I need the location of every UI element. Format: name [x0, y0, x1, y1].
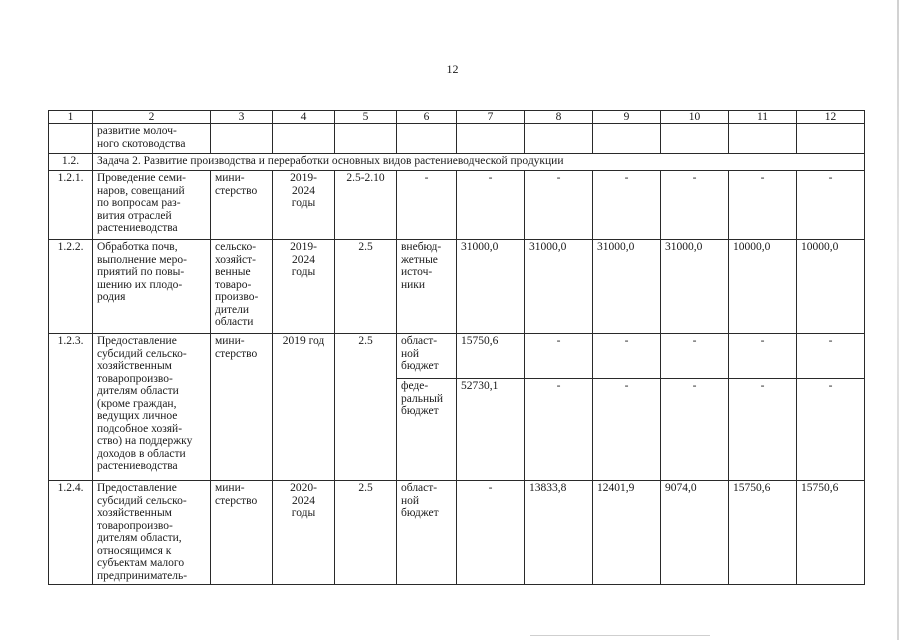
amount: 12401,9 — [593, 481, 661, 585]
row-number: 1.2.4. — [49, 481, 93, 585]
row-number: 1.2.3. — [49, 334, 93, 481]
amount: 15750,6 — [797, 481, 865, 585]
amount: - — [525, 379, 593, 481]
measure-name: развитие молоч- ного скотоводства — [93, 124, 211, 154]
table-row-1-2-1 — [49, 171, 865, 240]
measure-name: Предоставление субсидий сельско- хозяйственным товаропроизво- дителям области (кроме граждан, ведущих личное подсобное хозяй- ство) на поддержку доходов в области растениеводства — [93, 334, 211, 481]
funding-source: - — [397, 171, 457, 240]
amount: - — [525, 334, 593, 379]
period: 2019- 2024 годы — [273, 240, 335, 334]
amount: - — [593, 334, 661, 379]
amount: 15750,6 — [729, 481, 797, 585]
column-number: 5 — [335, 111, 397, 124]
row-number: 1.2.1. — [49, 171, 93, 240]
amount: - — [661, 171, 729, 240]
measure-name: Предоставление субсидий сельско- хозяйственным товаропроизво- дителям области, относящимся к субъектам малого предприниматель- — [93, 481, 211, 585]
amount: 10000,0 — [797, 240, 865, 334]
column-number: 4 — [273, 111, 335, 124]
amount: - — [593, 379, 661, 481]
column-number: 3 — [211, 111, 273, 124]
amount: - — [797, 171, 865, 240]
row-number: 1.2.2. — [49, 240, 93, 334]
task-title: Задача 2. Развитие производства и переработки основных видов растениеводческой продукции — [93, 154, 865, 171]
amount: 31000,0 — [661, 240, 729, 334]
amount: - — [729, 334, 797, 379]
column-number: 2 — [93, 111, 211, 124]
measure-name: Проведение семи- наров, совещаний по вопросам раз- вития отраслей растениеводства — [93, 171, 211, 240]
column-number: 7 — [457, 111, 525, 124]
executor: сельско- хозяйст- венные товаро- произво- дители области — [211, 240, 273, 334]
page-number: 12 — [446, 62, 459, 76]
amount: 31000,0 — [593, 240, 661, 334]
table-row-task — [49, 154, 865, 171]
column-number: 9 — [593, 111, 661, 124]
row-number: 1.2. — [49, 154, 93, 171]
amount: 31000,0 — [525, 240, 593, 334]
amount: - — [729, 379, 797, 481]
amount: - — [525, 171, 593, 240]
executor: мини- стерство — [211, 171, 273, 240]
executor: мини- стерство — [211, 334, 273, 481]
amount: 31000,0 — [457, 240, 525, 334]
amount: - — [797, 334, 865, 379]
amount: 13833,8 — [525, 481, 593, 585]
amount: - — [457, 171, 525, 240]
amount: - — [797, 379, 865, 481]
scan-edge-shadow — [897, 0, 899, 640]
amount: - — [593, 171, 661, 240]
measure-name: Обработка почв, выполнение меро- приятий по повы- шению их плодо- родия — [93, 240, 211, 334]
column-number: 1 — [49, 111, 93, 124]
column-number: 12 — [797, 111, 865, 124]
column-number: 10 — [661, 111, 729, 124]
amount: - — [661, 379, 729, 481]
funding-source: внебюд- жетные источ- ники — [397, 240, 457, 334]
scan-edge-mark — [530, 635, 710, 636]
funding-source: област- ной бюджет — [397, 481, 457, 585]
measures-table — [48, 110, 865, 585]
period: 2019- 2024 годы — [273, 171, 335, 240]
amount: - — [661, 334, 729, 379]
period: 2019 год — [273, 334, 335, 481]
amount: - — [729, 171, 797, 240]
indicator-code: 2.5 — [335, 240, 397, 334]
table-row-1-2-4 — [49, 481, 865, 585]
indicator-code: 2.5-2.10 — [335, 171, 397, 240]
column-numbers-row — [49, 111, 865, 124]
period: 2020- 2024 годы — [273, 481, 335, 585]
table-row-1-2-2 — [49, 240, 865, 334]
funding-source: област- ной бюджет — [397, 334, 457, 379]
amount: 15750,6 — [457, 334, 525, 379]
executor: мини- стерство — [211, 481, 273, 585]
column-number: 8 — [525, 111, 593, 124]
column-number: 6 — [397, 111, 457, 124]
amount: 9074,0 — [661, 481, 729, 585]
table-row-continuation — [49, 124, 865, 154]
amount: 52730,1 — [457, 379, 525, 481]
funding-source: феде- ральный бюджет — [397, 379, 457, 481]
amount: - — [457, 481, 525, 585]
table-row-1-2-3 — [49, 334, 865, 379]
indicator-code: 2.5 — [335, 334, 397, 481]
indicator-code: 2.5 — [335, 481, 397, 585]
column-number: 11 — [729, 111, 797, 124]
amount: 10000,0 — [729, 240, 797, 334]
